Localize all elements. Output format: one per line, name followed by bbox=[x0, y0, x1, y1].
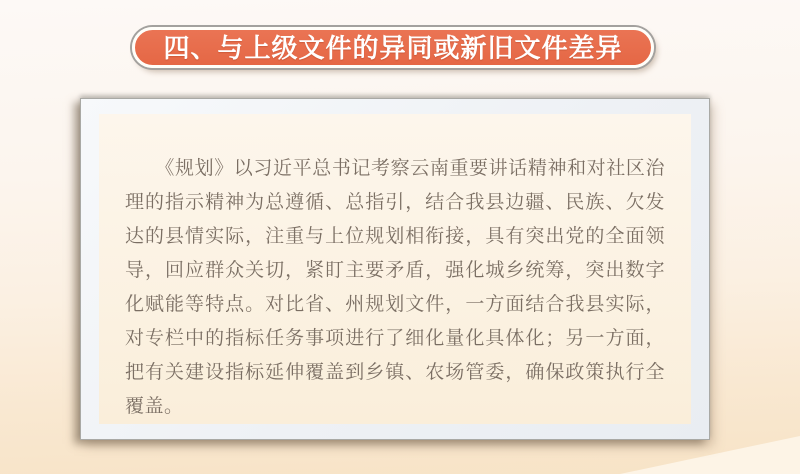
content-paragraph: 《规划》以习近平总书记考察云南重要讲话精神和对社区治理的指示精神为总遵循、总指引，结合我县边疆、民族、欠发达的县情实际，注重与上位规划相衔接，具有突出党的全面领导，回应群众关切，紧盯主要矛盾，强化城乡统筹，突出数字化赋能等特点。对比省、州规划文件，一方面结合我县实际，对专栏中的指标任务事项进行了细化量化具体化；另一方面，把有关建设指标延伸覆盖到乡镇、农场管委，确保政策执行全覆盖。 bbox=[125, 158, 665, 417]
background-wedge-decoration bbox=[620, 436, 800, 474]
section-title-banner bbox=[132, 27, 654, 68]
content-card bbox=[99, 114, 691, 424]
content-card-frame bbox=[80, 98, 710, 440]
section-title: 四、与上级文件的异同或新旧文件差异 bbox=[163, 32, 623, 63]
